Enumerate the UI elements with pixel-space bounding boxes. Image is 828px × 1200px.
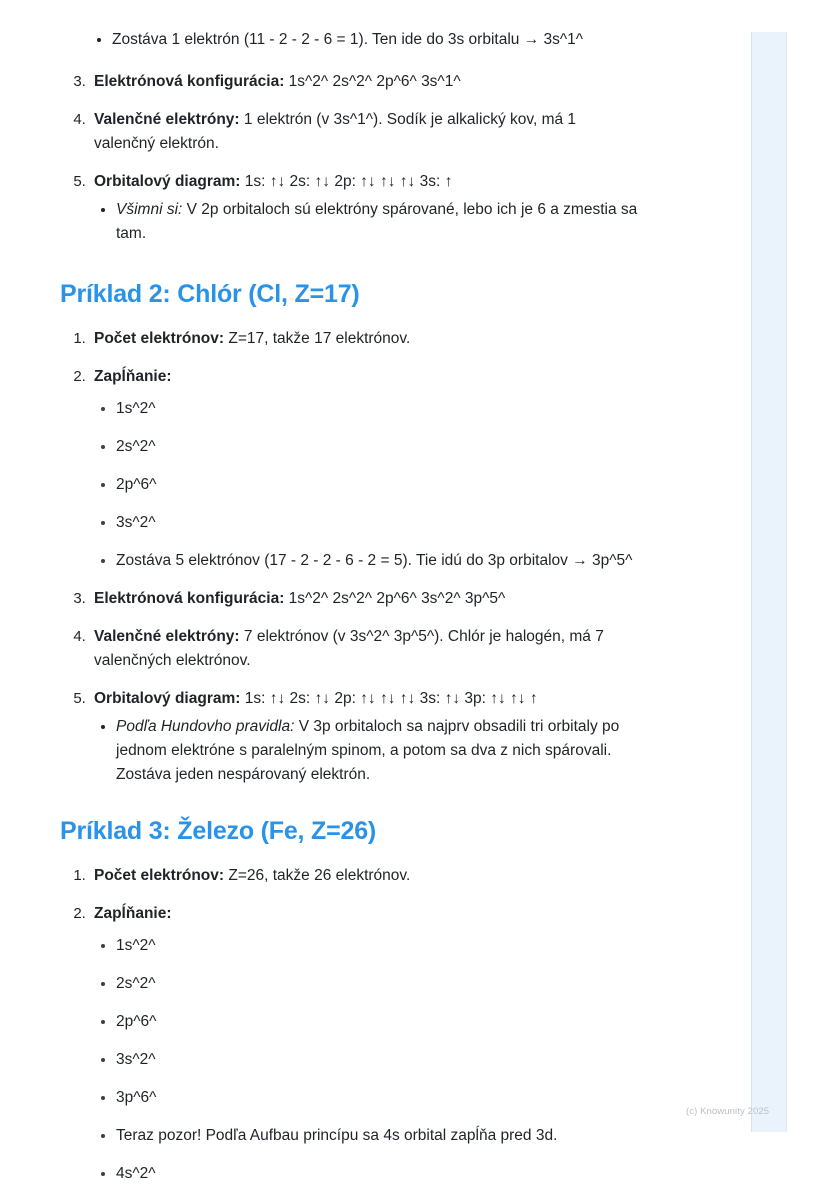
example2-steps-list — [60, 327, 640, 787]
step-label: Počet elektrónov: — [94, 867, 225, 885]
note-text: V 3p orbitaloch sa najprv obsadili tri orbitaly po jednom elektróne s paralelným spinom, a potom sa dva z nich spárovali. Zostáva jeden nespárovaný elektrón. — [116, 718, 620, 784]
intro-bullet-list — [60, 28, 640, 52]
step-label: Zapĺňanie: — [94, 905, 172, 923]
step-label: Valenčné elektróny: — [94, 628, 240, 646]
step-text: Z=17, takže 17 elektrónov. — [224, 330, 411, 348]
list-item: • 2p^6^ — [116, 473, 640, 497]
section-title-example-2: Príklad 2: Chlór (Cl, Z=17) — [60, 280, 360, 309]
list-item: • 2p^6^ — [116, 1010, 640, 1034]
list-item: • 3s^2^ — [116, 511, 640, 535]
list-item: • 4s^2^ — [116, 1162, 640, 1186]
list-item — [90, 864, 640, 888]
list-item — [90, 327, 640, 351]
document-content — [60, 28, 640, 1200]
step-text: 1s: ↑↓ 2s: ↑↓ 2p: ↑↓ ↑↓ ↑↓ 3s: ↑↓ 3p: ↑↓ ↑↓ ↑ — [240, 690, 538, 708]
list-item: • Teraz pozor! Podľa Aufbau princípu sa 4s orbital zapĺňa pred 3d. — [116, 1124, 640, 1148]
step-label: Valenčné elektróny: — [94, 111, 240, 129]
fill-steps-list — [94, 934, 640, 1186]
list-item: • Zostáva 1 elektrón (11 - 2 - 2 - 6 = 1). Ten ide do 3s orbitalu → 3s^1^ — [112, 28, 640, 52]
list-item: • 2s^2^ — [116, 435, 640, 459]
example1-steps-list — [60, 70, 640, 246]
list-item — [116, 715, 640, 787]
step-label: Elektrónová konfigurácia: — [94, 73, 285, 91]
footer-credit: (c) Knowunity 2025 — [686, 1106, 770, 1117]
section-title-example-3: Príklad 3: Železo (Fe, Z=26) — [60, 817, 377, 846]
step-text: 1s^2^ 2s^2^ 2p^6^ 3s^2^ 3p^5^ — [284, 590, 506, 608]
list-item — [90, 365, 640, 573]
list-item: • 2s^2^ — [116, 972, 640, 996]
step-text: 7 elektrónov (v 3s^2^ 3p^5^). Chlór je halogén, má 7 valenčných elektrónov. — [94, 628, 604, 670]
list-item: • Zostáva 5 elektrónov (17 - 2 - 2 - 6 - 2 = 5). Tie idú do 3p orbitalov → 3p^5^ — [116, 549, 640, 573]
step-label: Orbitalový diagram: — [94, 173, 241, 191]
list-item — [90, 902, 640, 1186]
step-text: Z=26, takže 26 elektrónov. — [224, 867, 411, 885]
list-item — [90, 625, 640, 673]
note-list — [94, 715, 640, 787]
list-item: • 3s^2^ — [116, 1048, 640, 1072]
note-label: Podľa Hundovho pravidla: — [116, 718, 295, 736]
list-item — [116, 198, 640, 246]
list-item: • 1s^2^ — [116, 397, 640, 421]
step-text: 1s^2^ 2s^2^ 2p^6^ 3s^1^ — [284, 73, 461, 91]
fill-steps-list — [94, 397, 640, 573]
page-side-rail — [752, 32, 786, 1132]
step-label: Orbitalový diagram: — [94, 690, 241, 708]
note-label: Všimni si: — [116, 201, 183, 219]
list-item — [90, 687, 640, 787]
list-item: • 3p^6^ — [116, 1086, 640, 1110]
list-item — [90, 587, 640, 611]
step-label: Elektrónová konfigurácia: — [94, 590, 285, 608]
step-label: Zapĺňanie: — [94, 368, 172, 386]
step-text: 1s: ↑↓ 2s: ↑↓ 2p: ↑↓ ↑↓ ↑↓ 3s: ↑ — [240, 173, 453, 191]
note-text: V 2p orbitaloch sú elektróny spárované, lebo ich je 6 a zmestia sa tam. — [116, 201, 638, 243]
page-side-rail-edge — [786, 32, 787, 1132]
step-label: Počet elektrónov: — [94, 330, 225, 348]
note-list — [94, 198, 640, 246]
list-item — [90, 108, 640, 156]
example3-steps-list — [60, 864, 640, 1186]
list-item — [90, 170, 640, 246]
list-item: • 1s^2^ — [116, 934, 640, 958]
step-text: 1 elektrón (v 3s^1^). Sodík je alkalický kov, má 1 valenčný elektrón. — [94, 111, 577, 153]
list-item — [90, 70, 640, 94]
